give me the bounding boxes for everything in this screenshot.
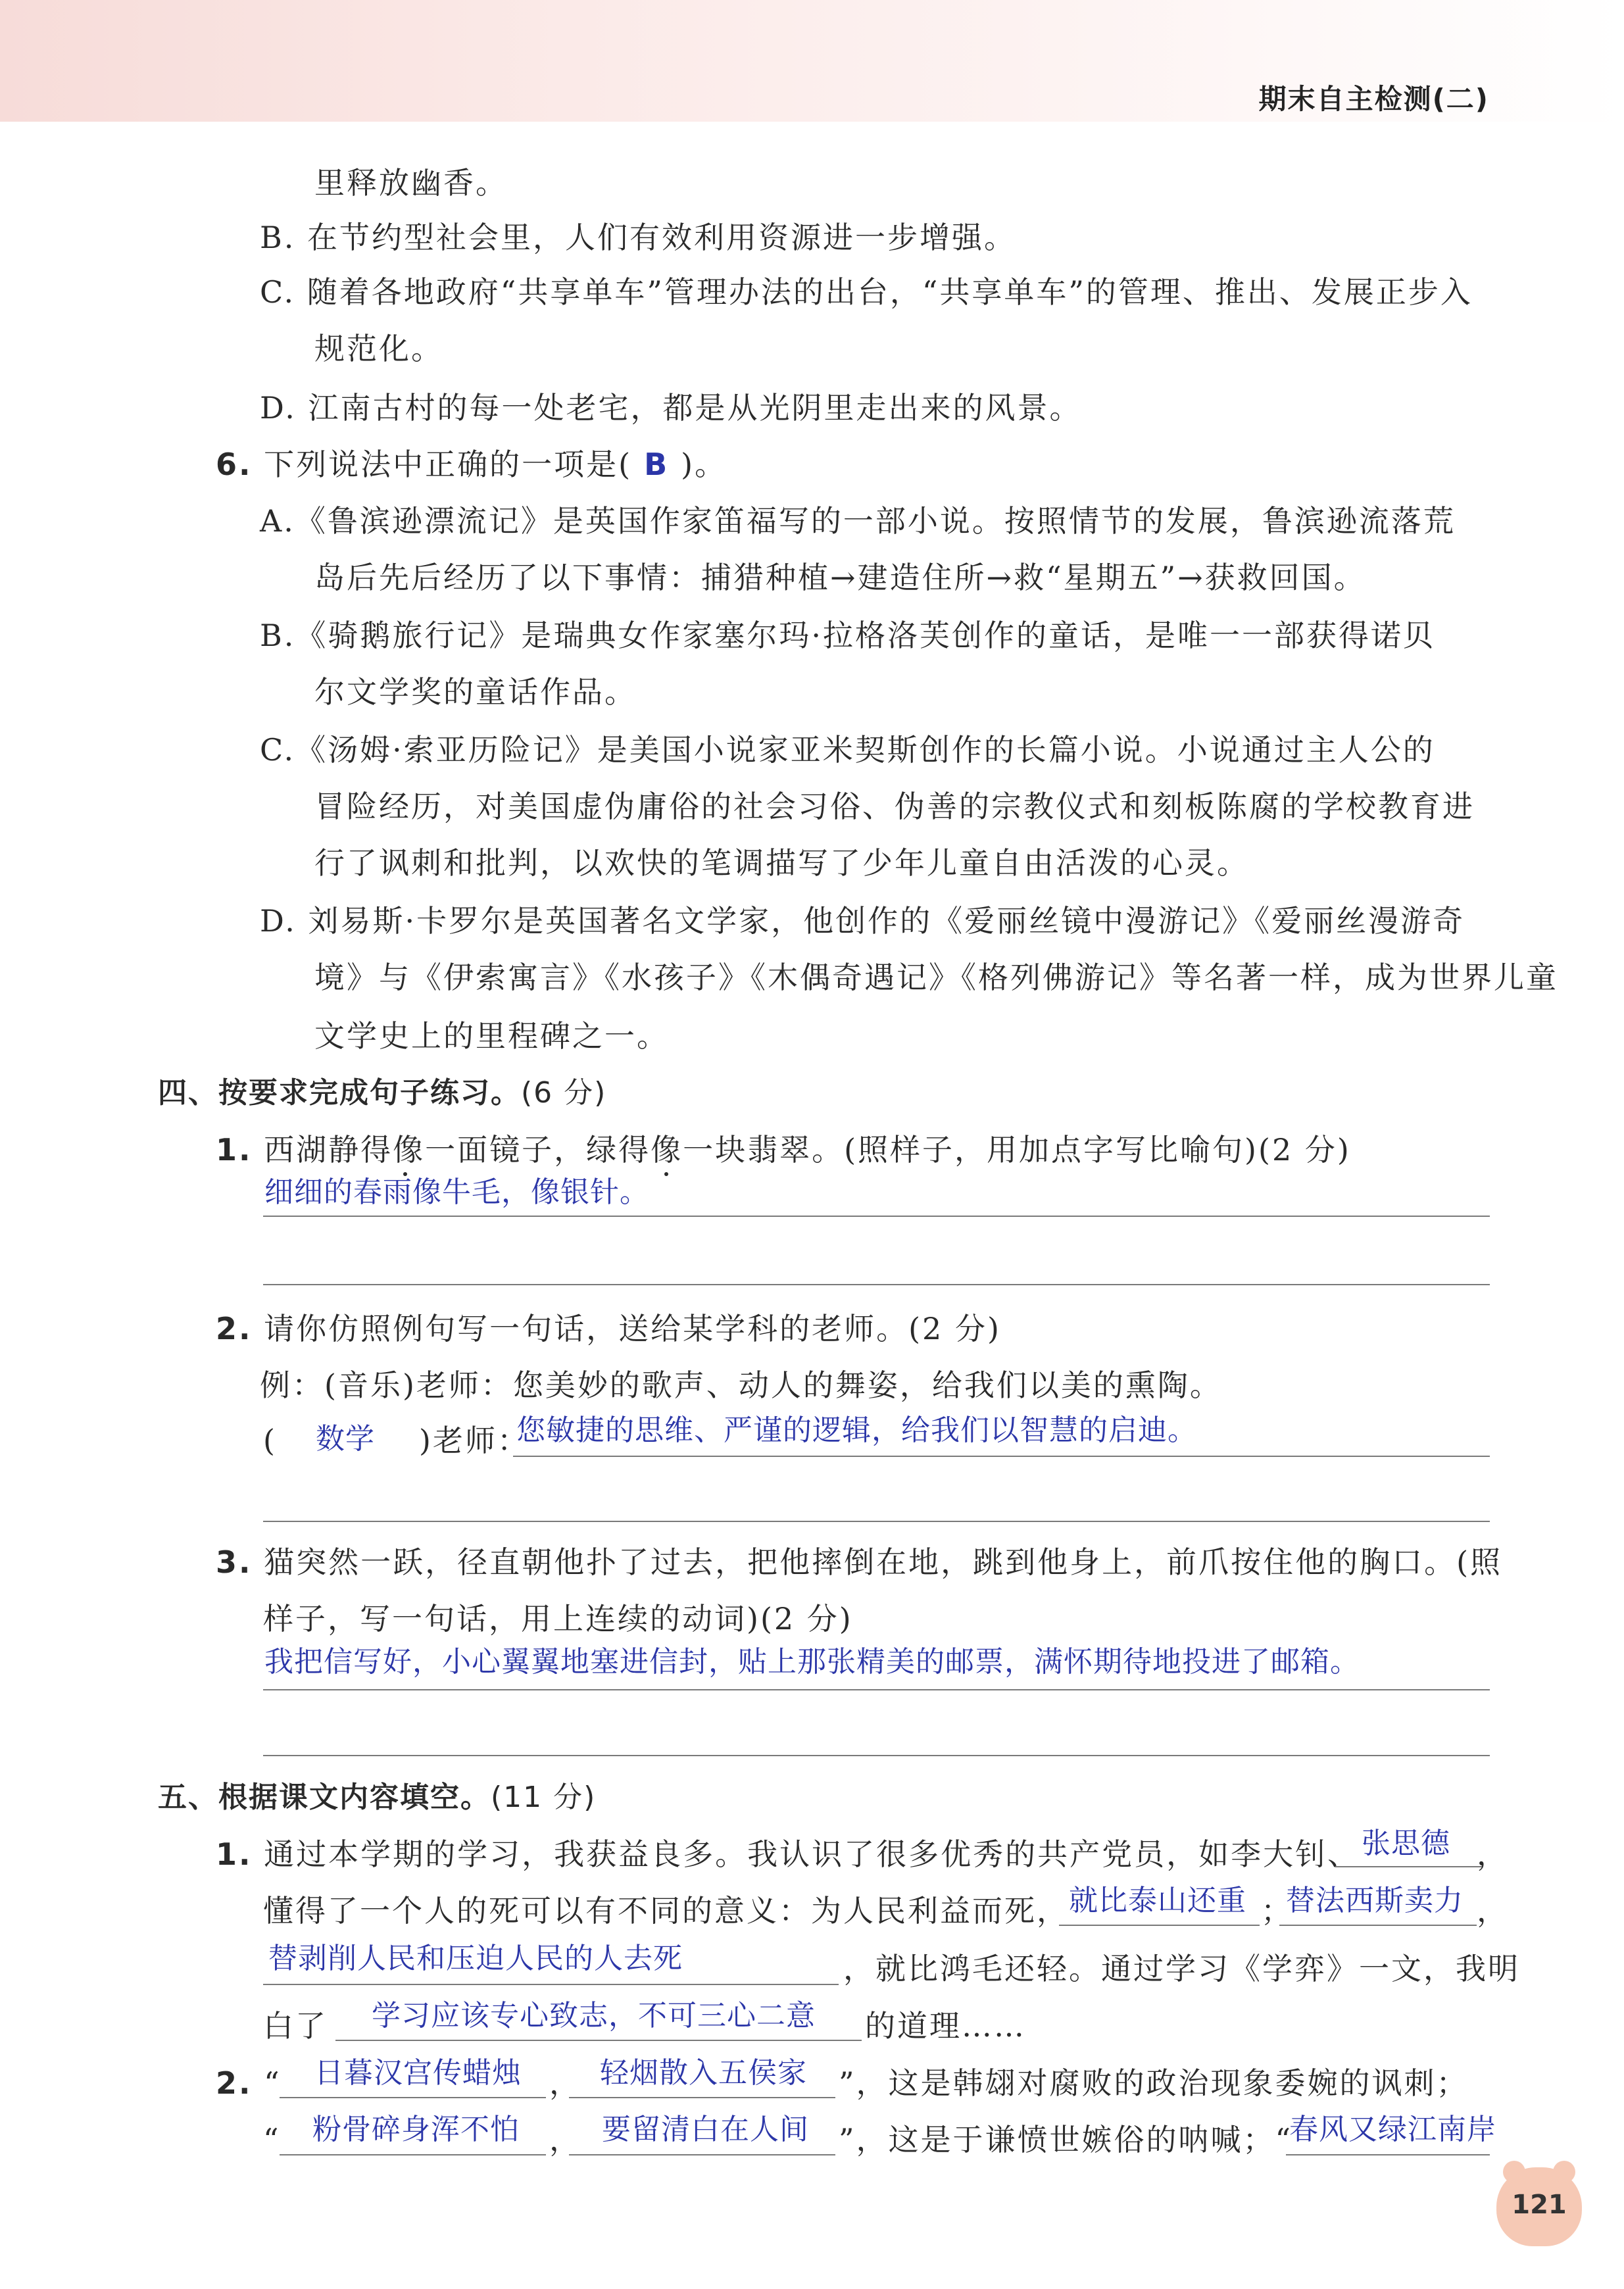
section-5-points: (11 分) [491, 1781, 597, 1814]
q6-option-b-line1: B.《骑鹅旅行记》是瑞典女作家塞尔玛·拉格洛芙创作的童话，是唯一一部获得诺贝 [260, 618, 1436, 653]
q6-option-b-line2: 尔文学奖的童话作品。 [314, 674, 637, 710]
s4-q1-number: 1. [216, 1132, 253, 1168]
s4-q2-teacher-label: )老师： [419, 1423, 529, 1458]
emphasis-dot [664, 1172, 668, 1176]
blank-line [280, 2097, 546, 2098]
s4-q2-prompt [216, 1309, 1001, 1348]
s4-q2-number: 2. [216, 1311, 253, 1346]
q6-option-a-line2: 岛后先后经历了以下事情：捕猎种植→建造住所→救“星期五”→获救回国。 [314, 560, 1366, 595]
section-5-heading: 五、根据课文内容填空。 [158, 1781, 491, 1814]
section-5-title [158, 1778, 596, 1817]
s4-q1-text: 西湖静得像一面镜子，绿得像一块翡翠。(照样子，用加点字写比喻句)(2 分) [264, 1132, 1351, 1168]
q6-number: 6. [216, 447, 253, 482]
s4-q2-paren-open: ( [263, 1423, 277, 1458]
answer-line [263, 1755, 1490, 1756]
q6-stem-text: 下列说法中正确的一项是( [264, 447, 633, 482]
s5-q1-line4-end: 的道理…… [865, 2008, 1026, 2044]
blank-line [569, 2154, 835, 2155]
s4-q2-example: 例：(音乐)老师：您美妙的歌声、动人的舞姿，给我们以美的熏陶。 [260, 1367, 1222, 1403]
s5-q1-line4: 白了 [263, 2008, 328, 2044]
s5-q1-answer4: 替剥削人民和压迫人民的人去死 [268, 1942, 683, 1975]
answer-line [263, 1521, 1490, 1522]
s5-q1-comma3: ， [1477, 1893, 1509, 1929]
answer-line [263, 1216, 1490, 1217]
s4-q2-text: 请你仿照例句写一句话，送给某学科的老师。(2 分) [264, 1311, 1001, 1346]
s4-q1-prompt [216, 1130, 1351, 1169]
s5-q2-answer4: 要留清白在人间 [602, 2113, 809, 2146]
s4-q2-answer: 您敏捷的思维、严谨的逻辑，给我们以智慧的启迪。 [516, 1414, 1197, 1447]
s5-q2-answer5: 春风又绿江南岸 [1289, 2113, 1496, 2146]
blank-line [569, 2097, 835, 2098]
s5-q1-line2: 懂得了一个人的死可以有不同的意义：为人民利益而死， [263, 1893, 1069, 1929]
badge-ear-right [1553, 2161, 1575, 2183]
section-4-points: (6 分) [521, 1076, 607, 1110]
q6-option-c-line1: C.《汤姆·索亚历险记》是美国小说家亚米契斯创作的长篇小说。小说通过主人公的 [260, 732, 1435, 768]
s5-q1-sep2: ； [1261, 1893, 1293, 1929]
s5-q1-text1: 通过本学期的学习，我获益良多。我认识了很多优秀的共产党员，如李大钊、 [264, 1836, 1360, 1872]
q6-stem [216, 445, 727, 484]
s5-q1-line1 [216, 1834, 1360, 1874]
s5-q1-number: 1. [216, 1836, 253, 1872]
q5-option-b: B. 在节约型社会里，人们有效利用资源进一步增强。 [260, 220, 1017, 255]
answer-line [263, 1284, 1490, 1285]
q5-option-d: D. 江南古村的每一处老宅，都是从光阴里走出来的风景。 [260, 390, 1082, 426]
badge-ear-left [1503, 2161, 1525, 2183]
section-4-title [158, 1073, 606, 1113]
s5-q1-comma1: ， [1477, 1836, 1509, 1872]
s5-q1-answer2: 就比泰山还重 [1069, 1884, 1246, 1917]
page-number: 121 [1512, 2190, 1567, 2220]
page-number-badge [1496, 2167, 1582, 2246]
q6-stem-close: )。 [681, 447, 727, 482]
s5-q2-comma2: ， [549, 2122, 581, 2157]
s5-q2-answer1: 日暮汉宫传蜡烛 [314, 2056, 522, 2090]
s5-q2-answer3: 粉骨碎身浑不怕 [312, 2113, 520, 2146]
blank-line [280, 2154, 546, 2155]
blank-line [1335, 1866, 1483, 1867]
blank-line [1286, 2154, 1490, 2155]
s4-q3-prompt [216, 1542, 1502, 1582]
blank-line [1059, 1925, 1260, 1926]
s5-q2-comma1: ， [549, 2065, 581, 2101]
s5-q1-answer1: 张思德 [1362, 1827, 1450, 1860]
s5-q1-line3: ，就比鸿毛还轻。通过学习《学弈》一文，我明 [843, 1951, 1520, 1986]
s5-q2-line1 [216, 2063, 282, 2103]
s5-q2-answer2: 轻烟散入五侯家 [600, 2056, 807, 2090]
answer-line [263, 1689, 1490, 1690]
section-4-heading: 四、按要求完成句子练习。 [158, 1076, 521, 1110]
s5-q2-number: 2. [216, 2065, 253, 2101]
q6-option-d-line2: 境》与《伊索寓言》《水孩子》《木偶奇遇记》《格列佛游记》等名著一样，成为世界儿童 [314, 960, 1558, 995]
q6-answer: B [644, 447, 670, 482]
s4-q3-text-line1: 猫突然一跃，径直朝他扑了过去，把他摔倒在地，跳到他身上，前爪按住他的胸口。(照 [264, 1544, 1503, 1580]
s5-q1-answer3: 替法西斯卖力 [1286, 1884, 1464, 1917]
s4-q1-answer: 细细的春雨像牛毛，像银针。 [264, 1175, 649, 1209]
q6-option-d-line3: 文学史上的里程碑之一。 [314, 1018, 669, 1054]
s4-q3-answer: 我把信写好，小心翼翼地塞进信封，贴上那张精美的邮票，满怀期待地投进了邮箱。 [264, 1645, 1360, 1679]
q6-option-c-line2: 冒险经历，对美国虚伪庸俗的社会习俗、伪善的宗教仪式和刻板陈腐的学校教育进 [314, 789, 1475, 824]
page-header-title: 期末自主检测(二) [1258, 83, 1489, 115]
q6-option-d-line1: D. 刘易斯·卡罗尔是英国著名文学家，他创作的《爱丽丝镜中漫游记》《爱丽丝漫游奇 [260, 903, 1465, 939]
s5-q2-text1: ”，这是韩翃对腐败的政治现象委婉的讽刺； [839, 2065, 1469, 2101]
blank-line [1279, 1925, 1477, 1926]
s5-q2-text2: ”，这是于谦愤世嫉俗的呐喊；“ [839, 2122, 1293, 2157]
q6-option-c-line3: 行了讽刺和批判，以欢快的笔调描写了少年儿童自由活泼的心灵。 [314, 845, 1249, 881]
blank-line [335, 2040, 862, 2041]
q5-option-a-tail: 里释放幽香。 [314, 165, 508, 201]
s5-q2-open-quote2: “ [263, 2122, 281, 2157]
s5-q2-open-quote1: “ [264, 2065, 282, 2101]
q5-option-c-line1: C. 随着各地政府“共享单车”管理办法的出台，“共享单车”的管理、推出、发展正步入 [260, 274, 1473, 310]
s4-q3-number: 3. [216, 1544, 253, 1580]
answer-line [513, 1456, 1490, 1457]
s4-q3-text-line2: 样子，写一句话，用上连续的动词)(2 分) [263, 1601, 853, 1637]
q6-option-a-line1: A.《鲁滨逊漂流记》是英国作家笛福写的一部小说。按照情节的发展，鲁滨逊流落荒 [260, 503, 1456, 539]
blank-line [263, 1984, 839, 1985]
s5-q1-answer5: 学习应该专心致志，不可三心二意 [372, 1999, 816, 2032]
q5-option-c-line2: 规范化。 [314, 331, 443, 366]
s4-q2-subject: 数学 [316, 1422, 375, 1456]
